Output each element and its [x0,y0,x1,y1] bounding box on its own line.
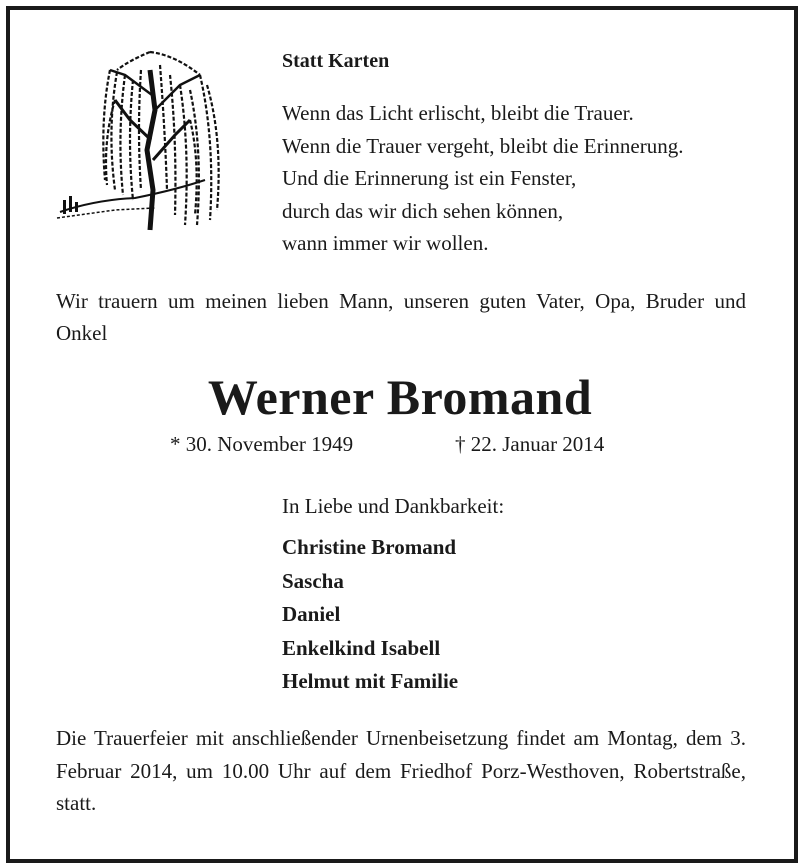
poem-line: wann immer wir wollen. [282,231,489,255]
mourner-name: Sascha [282,568,344,593]
poem [282,97,684,260]
mourner-name: Christine Bromand [282,535,457,559]
mourner-name: Enkelkind Isabell [282,635,441,660]
heading-statt-karten: Statt Karten [282,50,390,72]
death-date: † 22. Januar 2014 [455,432,605,456]
mourner-name: Daniel [282,602,341,626]
mourner-name: Helmut mit Familie [282,669,459,693]
service-info: Die Trauerfeier mit anschließender Urnenbeisetzung findet am Montag, dem 3. Februar 2014, um 10.00 Uhr auf dem Friedhof Porz-Westhoven, Robertstraße, statt. [56,726,746,815]
poem-line: Wenn das Licht erlischt, bleibt die Trauer. [282,101,634,125]
birth-date: * 30. November 1949 [170,432,354,456]
mourners-list [282,531,458,699]
deceased-name: Werner Bromand [207,369,593,425]
poem-line: durch das wir dich sehen können, [282,198,564,223]
weeping-willow-icon [55,40,230,235]
poem-line: Wenn die Trauer vergeht, bleibt die Erinnerung. [282,133,684,158]
poem-line: Und die Erinnerung ist ein Fenster, [282,166,577,190]
thanks-line: In Liebe und Dankbarkeit: [282,494,505,518]
intro-text: Wir trauern um meinen lieben Mann, unseren guten Vater, Opa, Bruder und Onkel [56,289,746,345]
